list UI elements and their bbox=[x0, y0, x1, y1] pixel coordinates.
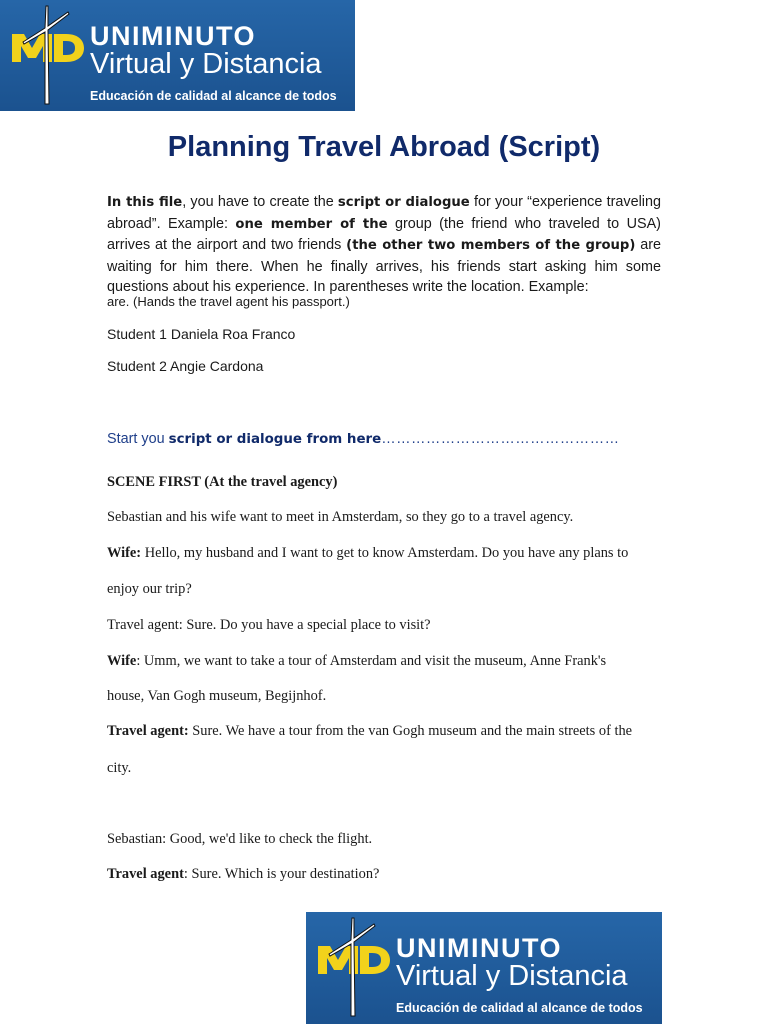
narration: Sebastian and his wife want to meet in Amsterdam, so they go to a travel agency. bbox=[107, 509, 574, 525]
intro-bold-2: script or dialogue bbox=[337, 195, 470, 210]
intro-text-4: are waiting for him there. When he finally arrives, his friends start asking him some questions about his experience. In parentheses write the location. Example: bbox=[107, 237, 661, 295]
intro-text-1: , you have to create the bbox=[182, 194, 338, 210]
header-banner bbox=[0, 0, 355, 111]
dialogue-line bbox=[107, 760, 662, 777]
start-instruction bbox=[107, 431, 619, 447]
start-text: Start you bbox=[107, 431, 169, 447]
speaker: Wife: bbox=[107, 545, 142, 561]
start-dots: ………………………………………… bbox=[381, 431, 620, 447]
dialogue-line bbox=[107, 545, 662, 562]
dialogue-line bbox=[107, 723, 662, 740]
intro-text-2: for your “experience traveling abroad”. Example: bbox=[107, 194, 661, 232]
footer-banner bbox=[306, 912, 662, 1024]
brand-name: UNIMINUTO bbox=[90, 21, 256, 51]
uniminuto-logo-icon bbox=[314, 916, 394, 1020]
line-text: city. bbox=[107, 760, 132, 776]
line-text: house, Van Gogh museum, Begijnhof. bbox=[107, 688, 327, 704]
intro-paragraph bbox=[107, 192, 661, 298]
brand-tagline: Educación de calidad al alcance de todos bbox=[396, 1001, 643, 1015]
brand-subtitle: Virtual y Distancia bbox=[396, 960, 628, 992]
brand-tagline: Educación de calidad al alcance de todos bbox=[90, 89, 337, 103]
dialogue-line bbox=[107, 617, 662, 634]
scene-heading bbox=[107, 474, 662, 491]
brand-block bbox=[90, 22, 337, 104]
speaker: Travel agent bbox=[107, 866, 184, 882]
brand-name: UNIMINUTO bbox=[396, 933, 562, 963]
intro-bold-4: (the other two members of the group) bbox=[346, 238, 636, 253]
line-text: : Umm, we want to take a tour of Amsterdam and visit the museum, Anne Frank's bbox=[136, 653, 607, 669]
intro-bold-3: one member of the bbox=[235, 216, 388, 232]
line-text: Sure. We have a tour from the van Gogh museum and the main streets of the bbox=[188, 723, 633, 739]
scene-heading-text: SCENE FIRST (At the travel agency) bbox=[107, 474, 338, 490]
dialogue-line bbox=[107, 866, 662, 883]
page-title: Planning Travel Abroad (Script) bbox=[167, 131, 601, 163]
line-text: Travel agent: Sure. Do you have a special place to visit? bbox=[107, 617, 431, 633]
student-1: Student 1 Daniela Roa Franco bbox=[107, 326, 296, 342]
dialogue-line bbox=[107, 831, 662, 848]
line-text: Hello, my husband and I want to get to know Amsterdam. Do you have any plans to bbox=[141, 545, 629, 561]
dialogue-line bbox=[107, 653, 662, 670]
intro-bold-1: In this file bbox=[107, 195, 183, 210]
intro-text-3: group (the friend who traveled to USA) arrives at the airport and two friends bbox=[107, 215, 661, 253]
speaker: Travel agent: bbox=[107, 723, 189, 739]
line-text: Sebastian: Good, we'd like to check the flight. bbox=[107, 831, 373, 847]
line-text: : Sure. Which is your destination? bbox=[183, 866, 380, 882]
uniminuto-logo-icon bbox=[8, 4, 88, 108]
dialogue-line bbox=[107, 581, 662, 598]
student-2: Student 2 Angie Cardona bbox=[107, 358, 264, 374]
example-line: are. (Hands the travel agent his passport.) bbox=[107, 294, 350, 309]
start-bold: script or dialogue from here bbox=[168, 432, 382, 447]
line-text: enjoy our trip? bbox=[107, 581, 192, 597]
dialogue-line bbox=[107, 688, 662, 705]
speaker: Wife bbox=[107, 653, 137, 669]
brand-subtitle: Virtual y Distancia bbox=[90, 48, 322, 80]
brand-block bbox=[396, 934, 643, 1016]
